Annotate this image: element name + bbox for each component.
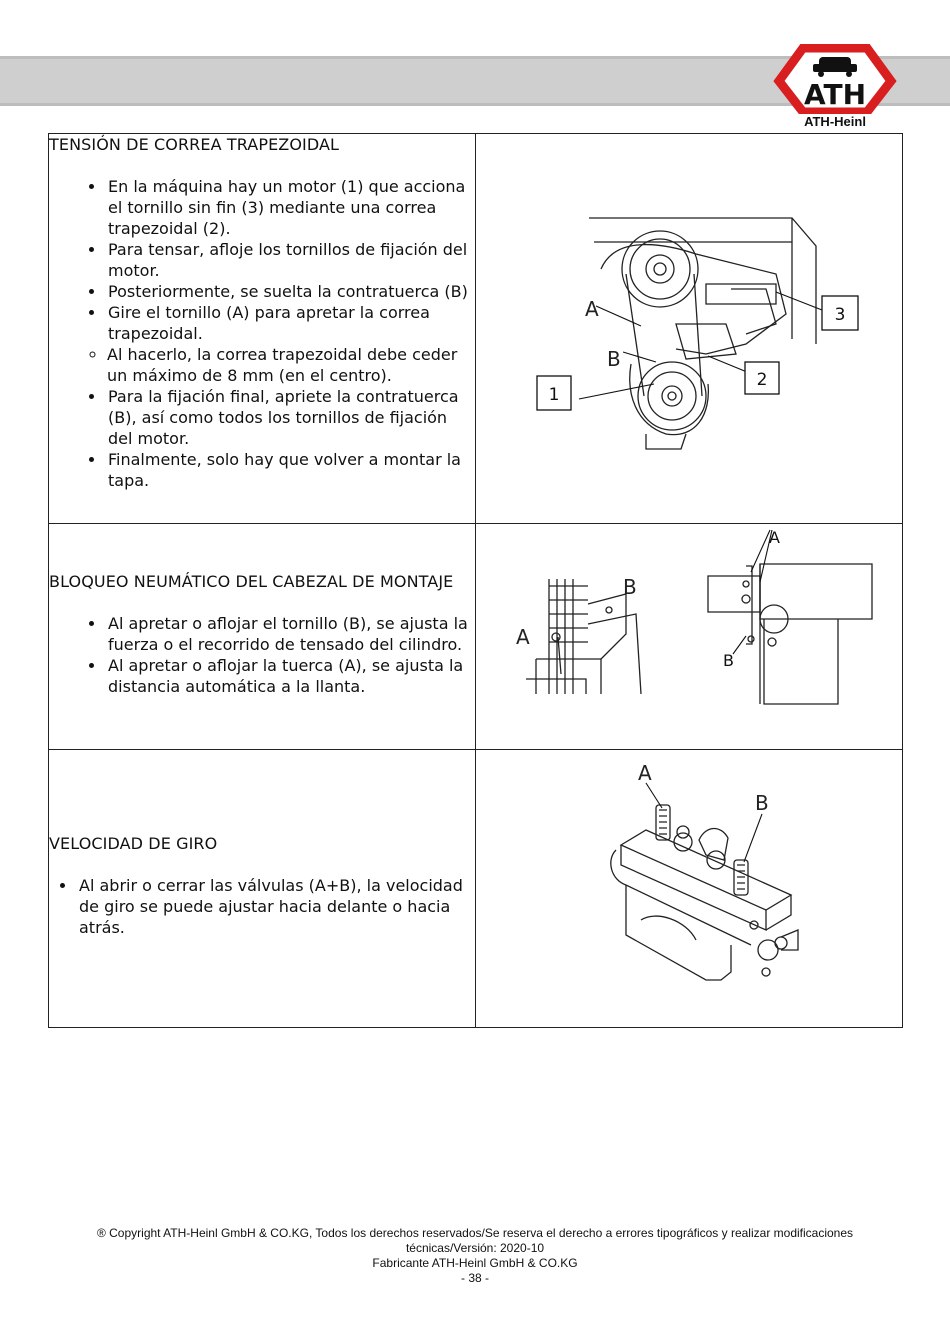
text-cell-rotation-speed [49,750,476,1028]
label-b: B [755,791,769,815]
sub-list [49,344,475,386]
mounting-head-drawing [476,524,904,745]
section-row-vbelt [49,134,903,524]
section-row-pneumatic-lock [49,524,903,750]
ath-logo-icon [773,44,897,114]
list-item: • Para la fijación final, apriete la contratuerca (B), así como todos los tornillos de fijación del motor. [106,386,475,449]
version-line: técnicas/Versión: 2020-10 [405,1241,545,1255]
figure-cell-vbelt [476,134,903,524]
list-item: • Finalmente, solo hay que volver a montar la tapa. [106,449,475,491]
instruction-list [49,613,475,697]
figure-cell-pneumatic-lock [476,524,903,750]
logo-caption: ATH-Heinl [804,114,866,129]
section-title: BLOQUEO NEUMÁTICO DEL CABEZAL DE MONTAJE [49,572,454,591]
list-item: • En la máquina hay un motor (1) que acciona el tornillo sin fin (3) mediante una correa trapezoidal (2). [106,176,475,239]
label-b-left: B [623,575,637,599]
copyright-line: ® Copyright ATH-Heinl GmbH & CO.KG, Todos los derechos reservados/Se reserva el derecho a errores tipográficos y realizar modificaciones [96,1226,854,1240]
svg-text:ATH: ATH [803,78,867,111]
list-item: • Al apretar o aflojar la tuerca (A), se ajusta la distancia automática a la llanta. [106,655,475,697]
label-a: A [638,761,652,785]
list-item: • Para tensar, afloje los tornillos de fijación del motor. [106,239,475,281]
figure-cell-rotation-speed [476,750,903,1028]
manufacturer-line: Fabricante ATH-Heinl GmbH & CO.KG [372,1256,578,1270]
section-title: VELOCIDAD DE GIRO [49,834,218,853]
list-item: • Al abrir o cerrar las válvulas (A+B), la velocidad de giro se puede ajustar hacia delante o hacia atrás. [77,875,475,938]
page-number: - 38 - [460,1271,489,1285]
label-a-left: A [516,625,530,649]
list-item: • Al apretar o aflojar el tornillo (B), se ajusta la fuerza o el recorrido de tensado del cilindro. [106,613,475,655]
label-b-right: B [723,651,734,670]
page-footer [0,1226,950,1286]
text-cell-pneumatic-lock [49,524,476,750]
ath-heinl-logo [773,44,897,132]
list-item: • Posteriormente, se suelta la contratuerca (B) [106,281,475,302]
text-cell-vbelt [49,134,476,524]
instruction-list [49,176,475,344]
sub-list-item: ◦ Al hacerlo, la correa trapezoidal debe ceder un máximo de 8 mm (en el centro). [107,344,475,386]
label-b: B [607,347,621,371]
instruction-list [49,386,475,491]
callout-2: 2 [756,370,768,390]
valve-block-drawing [476,750,904,1023]
label-a: A [585,297,599,321]
list-item: • Gire el tornillo (A) para apretar la correa trapezoidal. [106,302,475,344]
instruction-list [49,875,475,938]
callout-1: 1 [548,385,560,405]
instruction-table [48,133,903,1028]
section-row-rotation-speed [49,750,903,1028]
motor-belt-drawing [476,134,904,519]
section-title: TENSIÓN DE CORREA TRAPEZOIDAL [49,135,340,154]
label-a-right: A [769,528,780,547]
callout-3: 3 [834,305,846,325]
